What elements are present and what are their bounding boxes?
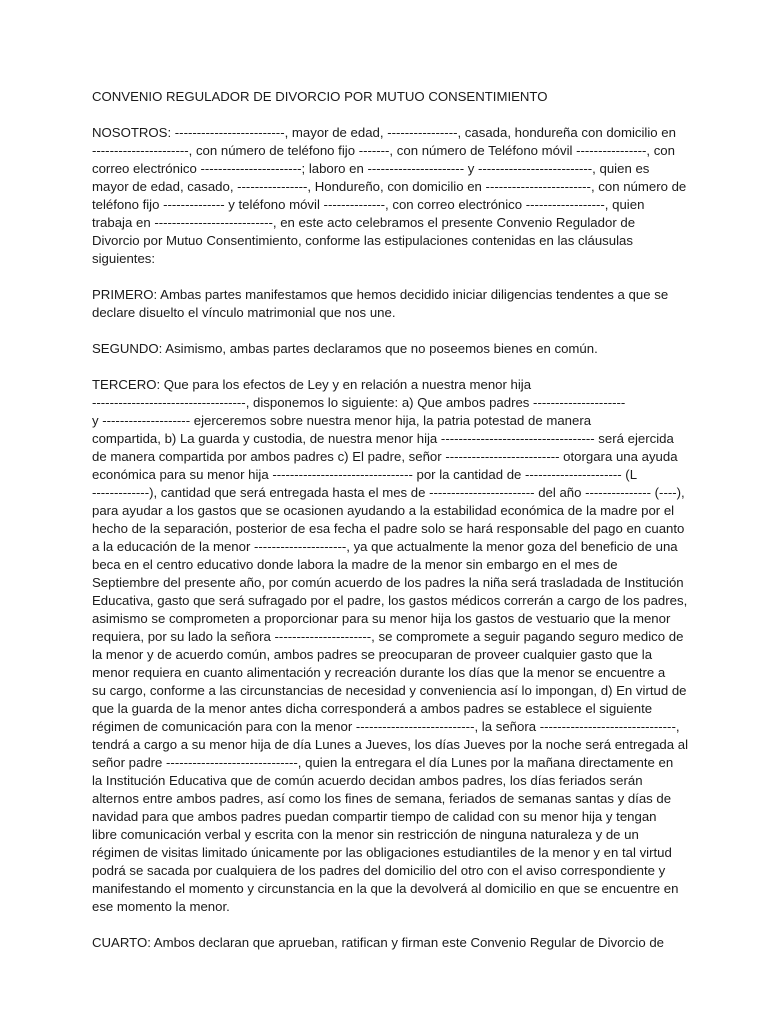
document-paragraphs	[92, 124, 689, 952]
text-line: asimismo se comprometen a proporcionar para su menor hija los gastos de vestuario que la menor	[92, 611, 671, 626]
text-line: tendrá a cargo a su menor hija de día Lunes a Jueves, los días Jueves por la noche será entregada al	[92, 737, 689, 752]
text-line: Divorcio por Mutuo Consentimiento, conforme las estipulaciones contenidas en las cláusulas	[92, 233, 633, 248]
text-line: ----------------------, con número de teléfono fijo -------, con número de Teléfono móvil ----------------, con	[92, 143, 675, 158]
text-line: alternos entre ambos padres, así como los fines de semana, feriados de semanas santas y días de	[92, 791, 672, 806]
text-line: teléfono fijo -------------- y teléfono móvil --------------, con correo electrónico ------------------, quien	[92, 197, 645, 212]
clause-segundo	[92, 340, 682, 358]
text-line: régimen de visitas limitado únicamente por las obligaciones estudiantiles de la menor y en tal virtud	[92, 845, 672, 860]
text-line: requiera, por su lado la señora ----------------------, se compromete a seguir pagando seguro medico de	[92, 629, 684, 644]
text-line: señor padre ------------------------------, quien la entregara el día Lunes por la mañana directamente en	[92, 755, 674, 770]
text-line: correo electrónico -----------------------; laboro en ---------------------- y --------------------------, quien es	[92, 161, 650, 176]
text-line: la Institución Educativa que de común acuerdo decidan ambos padres, los días feriados serán	[92, 773, 643, 788]
text-line: de manera compartida por ambos padres c) El padre, señor -------------------------- otorgara una ayuda	[92, 449, 678, 464]
text-line: NOSOTROS: -------------------------, mayor de edad, ----------------, casada, hondureña con domicilio en	[92, 125, 676, 140]
text-line: compartida, b) La guarda y custodia, de nuestra menor hija ----------------------------------- será ejercida	[92, 431, 674, 446]
text-line: Educativa, gasto que será sufragado por el padre, los gastos médicos correrán a cargo de los padres,	[92, 593, 688, 608]
clause-tercero	[92, 376, 689, 916]
text-line: menor requiera en cuanto alimentación y recreación durante los días que la menor se encuentre a	[92, 665, 666, 680]
text-line: CUARTO: Ambos declaran que aprueban, ratifican y firman este Convenio Regular de Divorcio de	[92, 935, 665, 950]
text-line: Septiembre del presente año, por común acuerdo de los padres la niña será trasladada de Institución	[92, 575, 684, 590]
document-body	[92, 88, 689, 970]
text-line: mayor de edad, casado, ----------------, Hondureño, con domicilio en ------------------------, con número de	[92, 179, 687, 194]
text-line: podrá se sacada por cualquiera de los padres del domicilio del otro con el aviso correspondiente y	[92, 863, 666, 878]
clause-cuarto	[92, 934, 682, 952]
text-line: declare disuelto el vínculo matrimonial que nos une.	[92, 305, 396, 320]
text-line: SEGUNDO: Asimismo, ambas partes declaramos que no poseemos bienes en común.	[92, 341, 598, 356]
text-line: a la educación de la menor ---------------------, ya que actualmente la menor goza del beneficio de una	[92, 539, 678, 554]
text-line: PRIMERO: Ambas partes manifestamos que hemos decidido iniciar diligencias tendentes a que se	[92, 287, 669, 302]
document-title: CONVENIO REGULADOR DE DIVORCIO POR MUTUO CONSENTIMIENTO	[92, 89, 548, 104]
text-line: régimen de comunicación para con la menor ---------------------------, la señora -------------------------------,	[92, 719, 680, 734]
clause-primero	[92, 286, 682, 322]
text-line: su cargo, conforme a las circunstancias de necesidad y conveniencia así lo impongan, d) En virtud de	[92, 683, 687, 698]
text-line: ese momento la menor.	[92, 899, 230, 914]
text-line: la menor y de acuerdo común, ambos padres se preocuparan de proveer cualquier gasto que la	[92, 647, 653, 662]
text-line: para ayudar a los gastos que se ocasionen ayudando a la estabilidad económica de la madre por el	[92, 503, 675, 518]
text-line: siguientes:	[92, 251, 156, 266]
text-line: manifestando el momento y circunstancia en la que la devolverá al domicilio en que se encuentre en	[92, 881, 679, 896]
text-line: económica para su menor hija -------------------------------- por la cantidad de ---------------------- (L	[92, 467, 638, 482]
text-line: -------------), cantidad que será entregada hasta el mes de ------------------------ del año --------------- (----),	[92, 485, 685, 500]
text-line: y -------------------- ejerceremos sobre nuestra menor hija, la patria potestad de manera	[92, 413, 592, 428]
text-line: TERCERO: Que para los efectos de Ley y en relación a nuestra menor hija	[92, 377, 532, 392]
text-line: -----------------------------------, disponemos lo siguiente: a) Que ambos padres ---------------------	[92, 395, 626, 410]
text-line: que la guarda de la menor antes dicha corresponderá a ambos padres se establece el siguiente	[92, 701, 653, 716]
paragraph-nosotros	[92, 124, 687, 268]
text-line: beca en el centro educativo donde labora la madre de la menor sin embargo en el mes de	[92, 557, 618, 572]
text-line: libre comunicación verbal y escrita con la menor sin restricción de ninguna naturaleza y de un	[92, 827, 639, 842]
text-line: trabaja en ---------------------------, en este acto celebramos el presente Convenio Regulador de	[92, 215, 636, 230]
text-line: hecho de la separación, posterior de esa fecha el padre solo se hará responsable del pago en cuanto	[92, 521, 685, 536]
text-line: navidad para que ambos padres puedan compartir tiempo de calidad con su menor hija y tengan	[92, 809, 657, 824]
